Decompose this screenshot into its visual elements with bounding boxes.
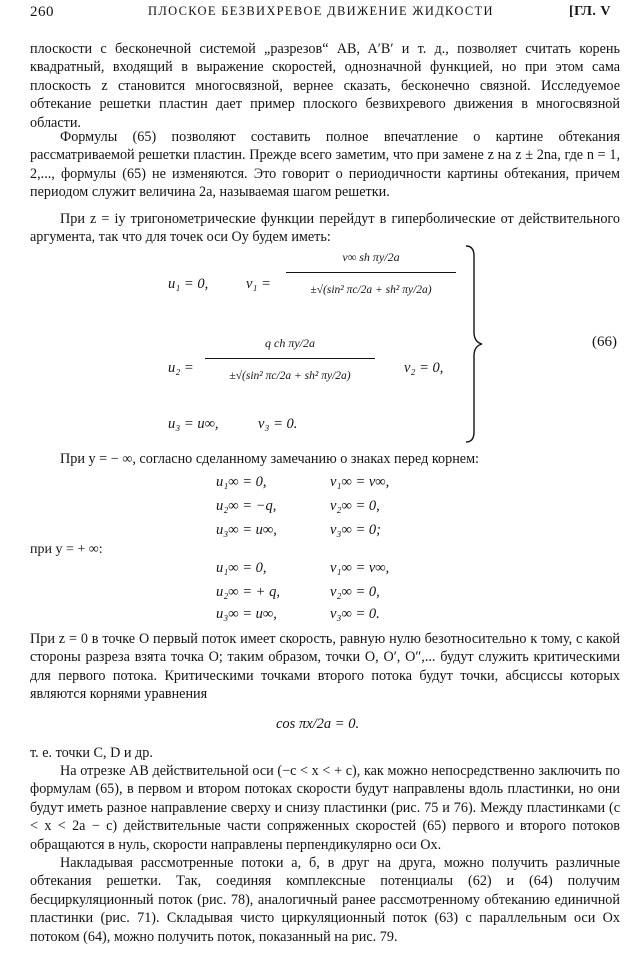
u3-inf-plus: u₃∞ = u∞, bbox=[216, 606, 277, 622]
v1-inf-plus: v₁∞ = v∞, bbox=[330, 560, 390, 576]
paragraph-2: Формулы (65) позволяют составить полное впечатление о картине обтекания рассматриваемой решетки пластин. Прежде всего заметим, что при замене z на z ± 2na, где n = 1, 2,..., формулы (65) не изменяются. Это говорит о периодичности картины обтекания, причем периодом служит величина 2a, называемая шагом решетки. bbox=[30, 129, 620, 201]
page-number: 260 bbox=[30, 4, 54, 20]
eq-v2: v₂ = 0, bbox=[404, 360, 444, 376]
equation-number-66: (66) bbox=[592, 334, 617, 350]
paragraph-3: При z = iy тригонометрические функции перейдут в гиперболические от действительного аргумента, так что для точек оси Oy будем иметь: bbox=[30, 211, 620, 246]
eq-u2-denominator: ±√(sin² πc/2a + sh² πy/2a) bbox=[229, 370, 351, 382]
eq-v1-lhs: v₁ = bbox=[246, 276, 271, 292]
eq-u2-numerator: q ch πy/2a bbox=[265, 336, 315, 350]
eq-v1-numerator: v∞ sh πy/2a bbox=[342, 250, 400, 264]
right-brace bbox=[462, 244, 484, 444]
v3-inf-plus: v₃∞ = 0. bbox=[330, 606, 380, 622]
chapter-label: [ГЛ. V bbox=[569, 4, 611, 19]
paragraph-segment-ab: На отрезке AB действительной оси (−c < x < + c), как можно непосредственно заключить по формулам (65), в первом и втором потоках скорости будут направлены вдоль пластинки, но они будут иметь разное направление сверху и снизу пластинки (рис. 75 и 76). Между пластинками (c < x < 2a − c) действительные части сопряженных скоростей (65) первого и второго потоков обращаются в нуль, скорости направлены перпендикулярно оси Ox. bbox=[30, 763, 620, 853]
eq-v1-denominator: ±√(sin² πc/2a + sh² πy/2a) bbox=[310, 284, 432, 296]
eq-v3: v₃ = 0. bbox=[258, 416, 298, 432]
paragraph-points-cd: т. е. точки C, D и др. bbox=[30, 745, 153, 761]
v2-inf-plus: v₂∞ = 0, bbox=[330, 584, 380, 600]
eq-u1: u₁ = 0, bbox=[168, 276, 209, 292]
cos-equation: cos πx/2a = 0. bbox=[276, 716, 360, 732]
eq-u3: u₃ = u∞, bbox=[168, 416, 219, 432]
u3-inf-minus: u₃∞ = u∞, bbox=[216, 522, 277, 538]
eq-v1-fraction-bar bbox=[286, 272, 456, 273]
u1-inf-minus: u₁∞ = 0, bbox=[216, 474, 267, 490]
v2-inf-minus: v₂∞ = 0, bbox=[330, 498, 380, 514]
running-title: ПЛОСКОЕ БЕЗВИХРЕВОЕ ДВИЖЕНИЕ ЖИДКОСТИ bbox=[148, 4, 494, 18]
eq-u2-fraction-bar bbox=[205, 358, 375, 359]
u2-inf-plus: u₂∞ = + q, bbox=[216, 584, 280, 600]
eq-u2: u₂ = bbox=[168, 360, 194, 376]
v3-inf-minus: v₃∞ = 0; bbox=[330, 522, 381, 538]
v1-inf-minus: v₁∞ = v∞, bbox=[330, 474, 390, 490]
paragraph-minus-inf: При y = − ∞, согласно сделанному замечанию о знаках перед корнем: bbox=[60, 451, 480, 467]
u2-inf-minus: u₂∞ = −q, bbox=[216, 498, 277, 514]
paragraph-critical-points: При z = 0 в точке O первый поток имеет скорость, равную нулю безотносительно к тому, с какой стороны разреза взята точка O; таким образом, точки O, O′, O″,... будут служить критическими для первого потока. Критическими точками второго потока будут точки, абсциссы которых являются корнями уравнения bbox=[30, 631, 620, 703]
plus-inf-label: при y = + ∞: bbox=[30, 542, 103, 557]
paragraph-superposition: Накладывая рассмотренные потоки а, б, в друг на друга, можно получить различные обтекания решетки. Так, соединяя комплексные потенциалы (62) и (64) получим бесциркуляционный поток (рис. 78), аналогичный ранее рассмотренному обтеканию единичной пластинки (рис. 71). Складывая чисто циркуляционный поток (63) с параллельным оси Ox потоком (64), можно получить поток, показанный на рис. 79. bbox=[30, 855, 620, 945]
paragraph-1: плоскости с бесконечной системой „разрезов“ AB, A′B′ и т. д., позволяет считать корень квадратный, входящий в выражение скоростей, однозначной функцией, но при этом сама плоскость z становится многосвязной, вернее сказать, бесконечно связной. Исследуемое обтекание решетки пластин дает пример плоского безвихревого движения в многосвязной области. bbox=[30, 41, 620, 131]
u1-inf-plus: u₁∞ = 0, bbox=[216, 560, 267, 576]
